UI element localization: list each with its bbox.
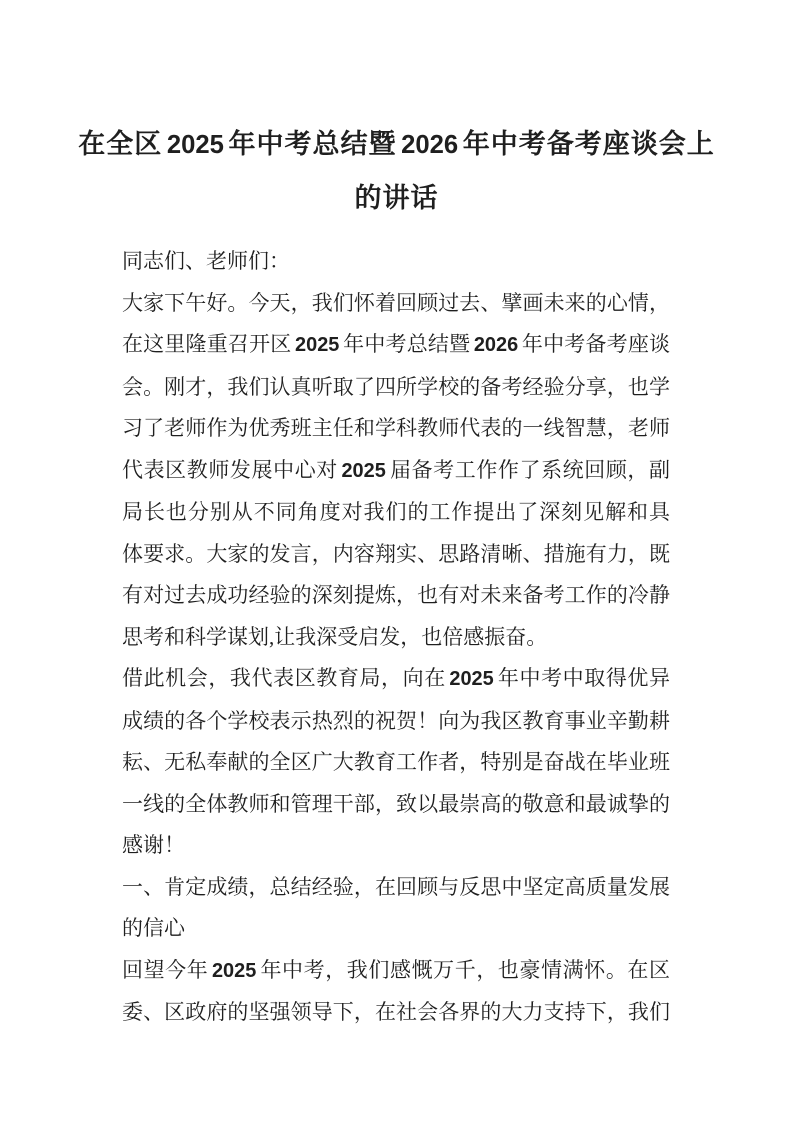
body-line: 在这里隆重召开区 2025 年中考总结暨 2026 年中考备考座谈: [122, 332, 671, 356]
body-line: 代表区教师发展中心对 2025 届备考工作作了系统回顾，副: [122, 457, 671, 482]
body-line: 局长也分别从不同角度对我们的工作提出了深刻见解和具: [122, 500, 670, 524]
body-line: 回望今年 2025 年中考，我们感慨万千，也豪情满怀。在区: [122, 957, 671, 982]
body-line: 耘、无私奉献的全区广大教育工作者，特别是奋战在毕业班: [122, 750, 670, 774]
body-line: 成绩的各个学校表示热烈的祝贺！向为我区教育事业辛勤耕: [122, 708, 670, 733]
body-line: 一线的全体教师和管理干部，致以最崇高的敬意和最诚挚的: [122, 791, 670, 816]
body-line: 会。刚才，我们认真听取了四所学校的备考经验分享，也学: [122, 374, 670, 399]
body-line-paragraph-end: 思考和科学谋划,让我深受启发，也倍感振奋。: [122, 624, 548, 649]
section-heading-line: 一、肯定成绩，总结经验，在回顾与反思中坚定高质量发展: [122, 874, 670, 899]
body-line: 大家下午好。今天，我们怀着回顾过去、擘画未来的心情，: [122, 290, 670, 315]
body-line: 有对过去成功经验的深刻提炼，也有对未来备考工作的冷静: [122, 583, 670, 607]
document-title: [0, 0, 793, 225]
body-line-salutation: 同志们、老师们：: [122, 249, 290, 273]
body-line: 借此机会，我代表区教育局，向在 2025 年中考中取得优异: [122, 666, 671, 690]
title-line-2: 的讲话: [354, 183, 439, 213]
section-heading-line-end: 的信心: [122, 916, 185, 940]
title-line-1: 在全区 2025 年中考总结暨 2026 年中考备考座谈会上: [78, 129, 715, 159]
document-body: [122, 241, 670, 1034]
body-line: 体要求。大家的发言，内容翔实、思路清晰、措施有力，既: [122, 541, 670, 566]
body-line: 委、区政府的坚强领导下，在社会各界的大力支持下，我们: [122, 1000, 670, 1024]
body-line-paragraph-end: 感谢！: [122, 833, 185, 857]
body-line: 习了老师作为优秀班主任和学科教师代表的一线智慧，老师: [122, 416, 670, 440]
